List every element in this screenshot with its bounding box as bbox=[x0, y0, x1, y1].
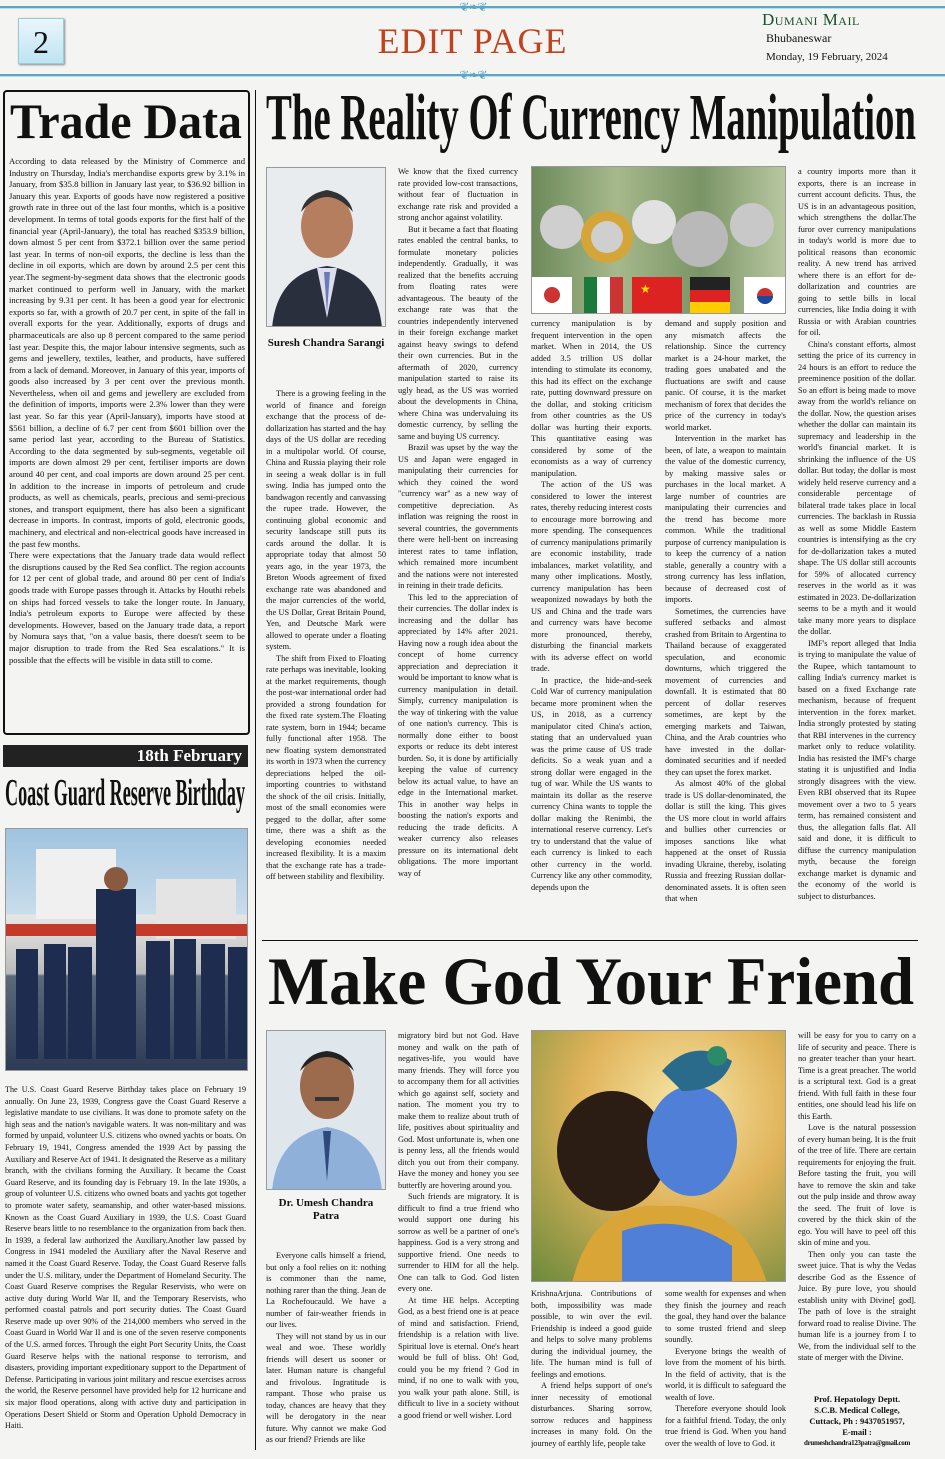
paragraph: Sometimes, the currencies have suffered setbacks and almost crashed from Britain to Argentina to Thailand because of exaggerated speculation, and economic downturns, which triggered the movement of currencies and downfall. It is estimated that 80 percent of dollar reserves sometimes, are kept by the emerging markets and Taiwan, China, and the Arab countries who have invested in the dollar-dominated securities and if needed they can upset the forex market. bbox=[665, 606, 786, 777]
currency-title-wrap bbox=[266, 82, 918, 154]
god-column-1 bbox=[266, 1250, 386, 1450]
author-designation: Prof. Hepatology Deptt. bbox=[813, 1394, 901, 1404]
god-column-4 bbox=[665, 1288, 786, 1450]
date-banner: 18th February bbox=[3, 745, 248, 767]
author-portrait-illustration bbox=[267, 1031, 386, 1190]
trade-article-body bbox=[9, 156, 245, 728]
coast-article-body bbox=[5, 1084, 246, 1452]
author-phone: Cuttack, Ph : 9437051957, bbox=[809, 1416, 905, 1426]
column-divider bbox=[255, 90, 256, 1450]
paragraph: Therefore everyone should look for a faithful friend. Today, the only true friend is God. When you hand over the wealth of love to God. it bbox=[665, 1404, 786, 1448]
paragraph: Such friends are migratory. It is difficult to find a true friend who would support one during his sorrow as well be a partner of one's happiness. God is a very strong and supportive friend. One needs to surrender to HIM for all the help. One can talk to God. God listen every one. bbox=[398, 1192, 519, 1293]
paragraph: Love is the natural possession of every human being. It is the fruit of the tree of life. There are certain requirements for enjoying the fruit. Before tasting the fruit, you will have to remove the skin and take out the pulp inside and throw away the seed. The fruit of love is covered by the thick skin of the ego. You will have to peel off this skin of mine and you. bbox=[798, 1123, 916, 1247]
author-name: Dr. Umesh Chandra Patra bbox=[278, 1197, 374, 1222]
paragraph: demand and supply position and any mismatch affects the relationship. Since the currency market is a 24-hour market, the trading goes unabated and the fluctuations are swift and cause panic. Of course, it is the market mechanism of forex that decides the price of the currency in today's world market. bbox=[665, 319, 786, 432]
paragraph: At time HE helps. Accepting God, as a best friend one is at peace of mind and satisfaction. Friend, friendship is a relation with live. Spiritual love is eternal. One's heart would be full of bliss. Oh! God, could you be my friend ? God in mind, if no one to walk with you, you walk your path alone. Still, is difficult to live in a society without a good friend or well wisher. Lord bbox=[398, 1295, 519, 1420]
currency-column-2 bbox=[398, 166, 518, 933]
paragraph: A friend helps support of one's inner necessity of emotional disturbances. Sharing sorrow, sorrow reduces and happiness increases in many fold. On the journey of earthly life, people take bbox=[531, 1381, 652, 1448]
author-email[interactable]: drumeshchandra123patra@gmail.com bbox=[804, 1439, 910, 1447]
paragraph: Everyone calls himself a friend, but only a fool relies on it: nothing is commoner than the name, nothing rarer than the thing. Jean de La Rochefoucauld. We have a number of fair-weather friends in our lives. bbox=[266, 1251, 386, 1329]
krishna-arjuna-image bbox=[531, 1030, 786, 1282]
krishna-embrace-illustration bbox=[532, 1031, 786, 1282]
trade-title-wrap bbox=[10, 92, 245, 150]
page-number: 2 bbox=[18, 18, 64, 64]
date: Monday, 19 February, 2024 bbox=[766, 51, 888, 63]
paragraph: There is a growing feeling in the world of finance and foreign exchange that the process of de-dollarization has started and the hay days of the US dollar are receding in a multipolar world. Of course, China and Russia playing their role in seeing a weak dollar is in full swing. India has jumped onto the bandwagon recently and canvassing the rupee trade. However, the continuing global economic and security landscape still puts its cards around the dollar. It is appropriate today that almost 50 years ago, in the year 1973, the Breton Woods agreement of fixed exchange rate was abandoned and the major currencies of the world, the US Dollar, Great Britain Pound, Yen, and Deutsche Mark were allowed to operate under a floating system. bbox=[266, 389, 386, 651]
author-contact bbox=[798, 1394, 916, 1449]
paragraph: some wealth for expenses and when they finish the journey and reach the goal, they hand over the balance to some trusted friend and sleep soundly. bbox=[665, 1289, 786, 1344]
ornament-icon: ❦❧❦ bbox=[459, 68, 487, 82]
paragraph: There were expectations that the January trade data would reflect the disruptions caused by the Red Sea conflict. The region accounts for 12 per cent of global trade, and around 80 per cent of India's goods trade with Europe passes through it. Attacks by Houthi rebels on ships had forced vessels to take the longer route. In January, India's petroleum exports to Europe were affected by these developments. However, based on the January trade data, a report by Nomura says that, "on a value basis, there doesn't seem to be major disruption to trade from the Red Sea escalations." It is possible that the effects will be visible in data still to come. bbox=[9, 550, 245, 665]
paragraph: But it became a fact that floating rates enabled the central banks, to formulate monetary policies independently. Gradually, it was realized that the benefits accruing from floating rates were advantageous. The beauty of the exchange rate was that the countries independently intervened in their foreign exchange market against heavy swings to defend their own currencies. But in the aftermath of 2020, currency manipulation started to raise its ugly head, as the US was worried about the developments in China, where China was undervaluing its domestic currency, by selling the same and buying US currency. bbox=[398, 224, 518, 441]
god-title: Make God Your Friend bbox=[268, 944, 914, 1018]
paragraph: IMF's report alleged that India is trying to manipulate the value of the Rupee, which tantamount to calling India's currency market is based on a fixed Exchange rate mechanism, because of frequent intervention in the forex market. India strongly protested by stating that RBI intervenes in the currency market only to reduce volatility. India has resisted the IMF's charge stating it is unjustified and India strongly disagrees with the view. Even RBI observed that its Rupee movement over a two to 5 years term, has remained consistent and thus, the allegation falls flat. All said and done, it is difficult to diffuse the currency manipulation myth, because the foreign exchange market is dynamic and the economy of the world is subject to disturbances. bbox=[798, 638, 916, 901]
god-title-wrap bbox=[268, 944, 918, 1018]
coast-guard-photo bbox=[5, 828, 248, 1071]
paragraph: China's constant efforts, almost setting the price of its currency in 24 hours is an effort to reduce the preeminence position of the dollar. So an effort is being made to move away from the world's reliance on the dollar. Now, the question arises whether the dollar can maintain its supremacy and leadership in the world's financial market. It is shrinking the influence of the US dollar. But today, the dollar is most widely held reserve currency and a considerable percentage of bilateral trade takes place in local currencies. The backlash in Russia as well as some Middle Eastern countries is intensifying as the cry for de-dollarization takes a muted shape. The US dollar still accounts for 59% of allocated currency reserves in the world as it was estimated in 2023. De-dollarization seems to be a myth and it would take many more years to displace the dollar. bbox=[798, 339, 916, 636]
author-name: Suresh Chandra Sarangi bbox=[267, 337, 385, 349]
paragraph: They will not stand by us in our weal and woe. These worldly friends will desert us sooner or later. Human nature is changeful and frivolous. Ingratitude is rampant. Those who praise us today, chances are heavy that they will be derogatory in the near future. Why cannot we make God as our friend? Friends are like bbox=[266, 1331, 386, 1444]
paragraph: The shift from Fixed to Floating rate perhaps was inevitable, looking at the market requirements, though the post-war international order had provided a strong foundation for the fixed rate system.The Floating rate system, born in 1944; became fully functional after 1958. The new floating system demonstrated its worth in 1973 when the currency depreciations helped the oil-importing countries to withstand the shock of the oil crisis. Initially, most of the small economies were pegged to the dollar, after some time, there was a shift as the developing economies needed increased flexibility. It is a maxim that the exchange rate has a trade-off between stability and flexibility. bbox=[266, 653, 386, 881]
god-column-5 bbox=[798, 1030, 916, 1385]
author-institution: S.C.B. Medical College, bbox=[814, 1405, 900, 1415]
paragraph: According to data released by the Ministry of Commerce and Industry on Thursday, India's merchandise exports grew by 3.1% in January, from $35.8 billion in January last year, to $36.92 billion in January this year. Exports of goods have now registered a positive growth rate in three out of the last four months, which is a positive development. In terms of total goods exports for the first half of the financial year (April-January), the total has reached $353.9 billion, down almost 5 per cent from $372.1 billion over the same period last year. In terms of non-oil exports, the decline is less than the decline in oil exports, which are down by around 2.5 per cent this year.The segment-by-segment data shows that the electronic goods market continued to perform well in January, with the market increasing by 9.31 per cent. It has been a good year for electronic exports so far, with a growth of 20.7 per cent, in spite of the fall in overall exports for the year. Additionally, exports of drugs and pharmaceuticals are also up 8 percent compared to the same period last year. Despite this, the major labour intensive segments, such as gems and jewellery, textiles, leather, and products, have suffered from a lack of demand. Moreover, in January of this year, imports of goods also increased by 3 per cent over the previous month. Nevertheless, when oil and gems and jewellery are excluded from the definition of imports, imports were 2.3% lower than they were last year. So far this year (April-January), imports have stood at $561 billion, a decline of 6.7 per cent from $601 billion over the same period last year, according to the Bureau of Statistics. According to the data segmented by sub-segments, vegetable oil imports are down almost 29 per cent, fertiliser imports are down around 40 per cent, and coal imports are down around 25 per cent. In addition to the increase in imports of petroleum and crude products, as well as chemicals, pearls, precious and semi-precious stones, and transport equipment, there has also been a significant decrease in imports. In contrast, imports of gold, electronic goods, machinery, and electrical and non-electrical goods have increased in the past few months. bbox=[9, 156, 245, 549]
coins-and-flags-illustration bbox=[532, 167, 786, 314]
author-photo bbox=[266, 1030, 386, 1190]
coast-title: Coast Guard Reserve Birthday bbox=[5, 772, 245, 814]
currency-photo bbox=[531, 166, 786, 314]
paragraph: migratory bird but not God. Have money and walk on the path of negatives-life, you would have many friends. They will force you to accompany them for all activities which go against self, society and nation. The moment you try to make them to realize about truth of life, positives about spirituality and God. Most unfortunate is, when one is penny less, all the friends would ditch you out from their company. Have the money and honey you see butterfly are hovering around you. bbox=[398, 1031, 519, 1190]
paragraph: will be easy for you to carry on a life of security and peace. There is no greater teacher than your heart. Time is a great preacher. The world is a scriptural text. God is a great friend. With full faith in these four entities, one should lead his life on this Earth. bbox=[798, 1031, 916, 1121]
currency-title: The Reality Of Currency Manipulation bbox=[266, 82, 916, 154]
ornament-icon: ❦❧❦ bbox=[459, 0, 487, 14]
paragraph: Intervention in the market has been, of late, a weapon to maintain the value of the domestic currency, by making massive sales or purchases in the local market. A large number of countries are manipulating their currencies and the trend has become more common. While the traditional purpose of currency manipulation is to keep the currency of a nation stable, generally a country with a strong currency has less inflation, because of decreased cost of imports. bbox=[665, 434, 786, 604]
paragraph: Brazil was upset by the way the US and Japan were engaged in manipulating their currencies for which they coined the word "currency war" as a new way of competitive depreciation. As inflation was reigning the roost in several countries, the governments there were hell-bent on increasing interest rates to tame inflation, which remained more incumbent and the nations were not interested in reining in their trade deficits. bbox=[398, 443, 518, 590]
god-column-2 bbox=[398, 1030, 519, 1450]
paragraph: KrishnaArjuna. Contributions of both, impossibility was made possible, to win over the evil. Friendship is indeed a good guide and helps to solve many problems during the individual journey, the life. The human mind is full of feelings and emotions. bbox=[531, 1289, 652, 1379]
currency-column-5 bbox=[798, 166, 916, 933]
trade-title: Trade Data bbox=[10, 93, 242, 149]
currency-column-4 bbox=[665, 318, 786, 933]
masthead: Dumani Mail bbox=[762, 10, 860, 29]
section-divider bbox=[262, 940, 918, 941]
svg-text:★: ★ bbox=[640, 282, 651, 296]
paragraph: In practice, the hide-and-seek Cold War of currency manipulation became more prominent when the US, in 2018, as a currency manipulator cited China's action, stating that an undervalued yuan was the prime cause of US trade deficits. So a weak yuan and a strong dollar were engaged in the tug of war. While the US wants to maintain its dollar as the reserve currency China wants to topple the dollar making the Renimbi, the international reserve currency. Let's try to understand that the value of each currency is linked to each other currency in the world. Currency like any other commodity, depends upon the bbox=[531, 675, 652, 892]
currency-column-1 bbox=[266, 388, 386, 933]
author-portrait-illustration bbox=[267, 168, 386, 327]
section-title: EDIT PAGE bbox=[377, 21, 568, 61]
paragraph: As almost 40% of the global trade is US dollar-denominated, the dollar is still the king. This gives the US more clout in world affairs and bullies other currencies or imposes sanctions like what happened at the onset of Russia invading Ukraine, thereby, isolating Russia and freezing Russian dollar-denominated assets. It is often seen that when bbox=[665, 779, 786, 903]
paragraph: Then only you can taste the sweet juice. That is why the Vedas describe God as the Essence of Juice. By pure love, you should establish unity with Divine[ god]. The path of love is the straight forward road to realise Divine. The human life is a journey from I to We, from the individual self to the state of merger with the Divine. bbox=[798, 1249, 916, 1362]
city: Bhubaneswar bbox=[766, 31, 832, 45]
author-photo bbox=[266, 167, 386, 327]
paragraph: a country imports more than it exports, there is an increase in current account deficits. Thus, the US is in an advantageous position, which strengthens the dollar.The furor over currency manipulations in today's world is more due to political reasons than economic reality. A new trend has arrived where there is an effort for de-dollarization and countries are going to settle bills in local currencies, like India doing it with Russia or with Arabian countries for oil. bbox=[798, 167, 916, 337]
paragraph: We know that the fixed currency rate provided low-cost transactions, without fear of fluctuation in exchange rate risk and provided a strong anchor against volatility. bbox=[398, 167, 518, 222]
paragraph: currency manipulation is by frequent intervention in the open market. When in 2014, the US added 3.5 trillion US dollar intending to stimulate its economy, this had its effect on the exchange rate, putting downward pressure on the dollar, and stoking criticism from other countries as the US dollar was hurting their exports. This quantitative easing was considered by some of the economists as a way of currency manipulation. bbox=[531, 319, 652, 478]
paragraph: This led to the appreciation of their currencies. The dollar index is increasing and the dollar has appreciated by 14% after 2021. Having now a rough idea about the concept of home currency appreciation and depreciation it would be important to know what is currency manipulation in detail. Simply, currency manipulation is the way of tinkering with the value of one nation's currency. This is normally done either to boost exports or reduce its debt interest burden. So, it is done by artificially keeping the value of currency below its actual value, to have an edge in the International market. This in another way helps in boosting the nation's exports and reducing the trade deficits. A weaker currency also releases pressure on its international debt obligations. The more important way of bbox=[398, 592, 518, 878]
paragraph: Everyone brings the wealth of love from the moment of his birth. In the field of activity, that is the world, it is difficult to safeguard the wealth of love. bbox=[665, 1346, 786, 1402]
coast-guard-personnel-illustration bbox=[6, 829, 248, 1071]
currency-column-3 bbox=[531, 318, 652, 933]
paragraph: The U.S. Coast Guard Reserve Birthday takes place on February 19 annually. On June 23, 1939, Congress gave the Coast Guard Reserve a legislative mandate to use civilians. It was done to promote safety on the high seas and the nation's navigable waters. It was non-military and was formed by unpaid, volunteer U.S. citizens who owned yachts or boats. On February 19, 1941, Congress amended the 1939 Act by passing the Auxiliary and Reserve Act of 1941. It designated the Reserve as a military branch, with the civilians forming the Auxiliary. It became the Coast Guard Reserve, and its founding day is February 19. In the late 1930s, a group of volunteer U.S. citizens who owned boats and yachts got together to promote water safety, seamanship, and other water-based missions. Known as the Coast Guard Auxiliary in 1939, the U.S. Coast Guard Reserve bears little to no resemblance to the organization from back then. In 1939, a federal law authorized the Auxiliary.Another law passed by Congress in 1941 modeled the Auxiliary after the Naval Reserve and named it the Coast Guard Reserve. Today, the Coast Guard Reserve falls under the U.S. military, under the Department of Homeland Security. The Coast Guard Reserve comprises the Regular Reservists, who were on active duty during World War II, and the Temporary Reservists, who performed coastal patrols and port security duties. The Coast Guard Reserve made up over 90% of the 214,000 members who served in the Coast Guard in World War II and is one of the seven reserve components of the U.S. armed forces. Through the eight Port Security Units, the Coast Guard Reserve helps with the national response to terrorism, and disasters, providing important expeditionary support to the Department of Defense. Participating in various joint military and rescue exercises across the world, the Reserve personnel have provided help for 12 hurricane and six major flood operations, along with active duty and participation in Operations Desert Shield or Storm and Operation Uphold Democracy in Haiti. bbox=[5, 1085, 246, 1431]
paragraph: The action of the US was considered to lower the interest rates, thereby reducing interest costs to encourage more borrowing and more spending. The consequences of currency manipulations primarily are economic instability, trade imbalances, market volatility, and many other implications. Mostly, currency manipulation has been weaponized nowadays by both the US and China and the trade wars and currency wars have become more pronounced, thereby, disturbing the financial markets with its adverse effect on world trade. bbox=[531, 480, 652, 673]
god-column-3 bbox=[531, 1288, 652, 1450]
coast-title-wrap bbox=[5, 770, 248, 818]
author-email-label: E-mail : bbox=[842, 1427, 872, 1437]
